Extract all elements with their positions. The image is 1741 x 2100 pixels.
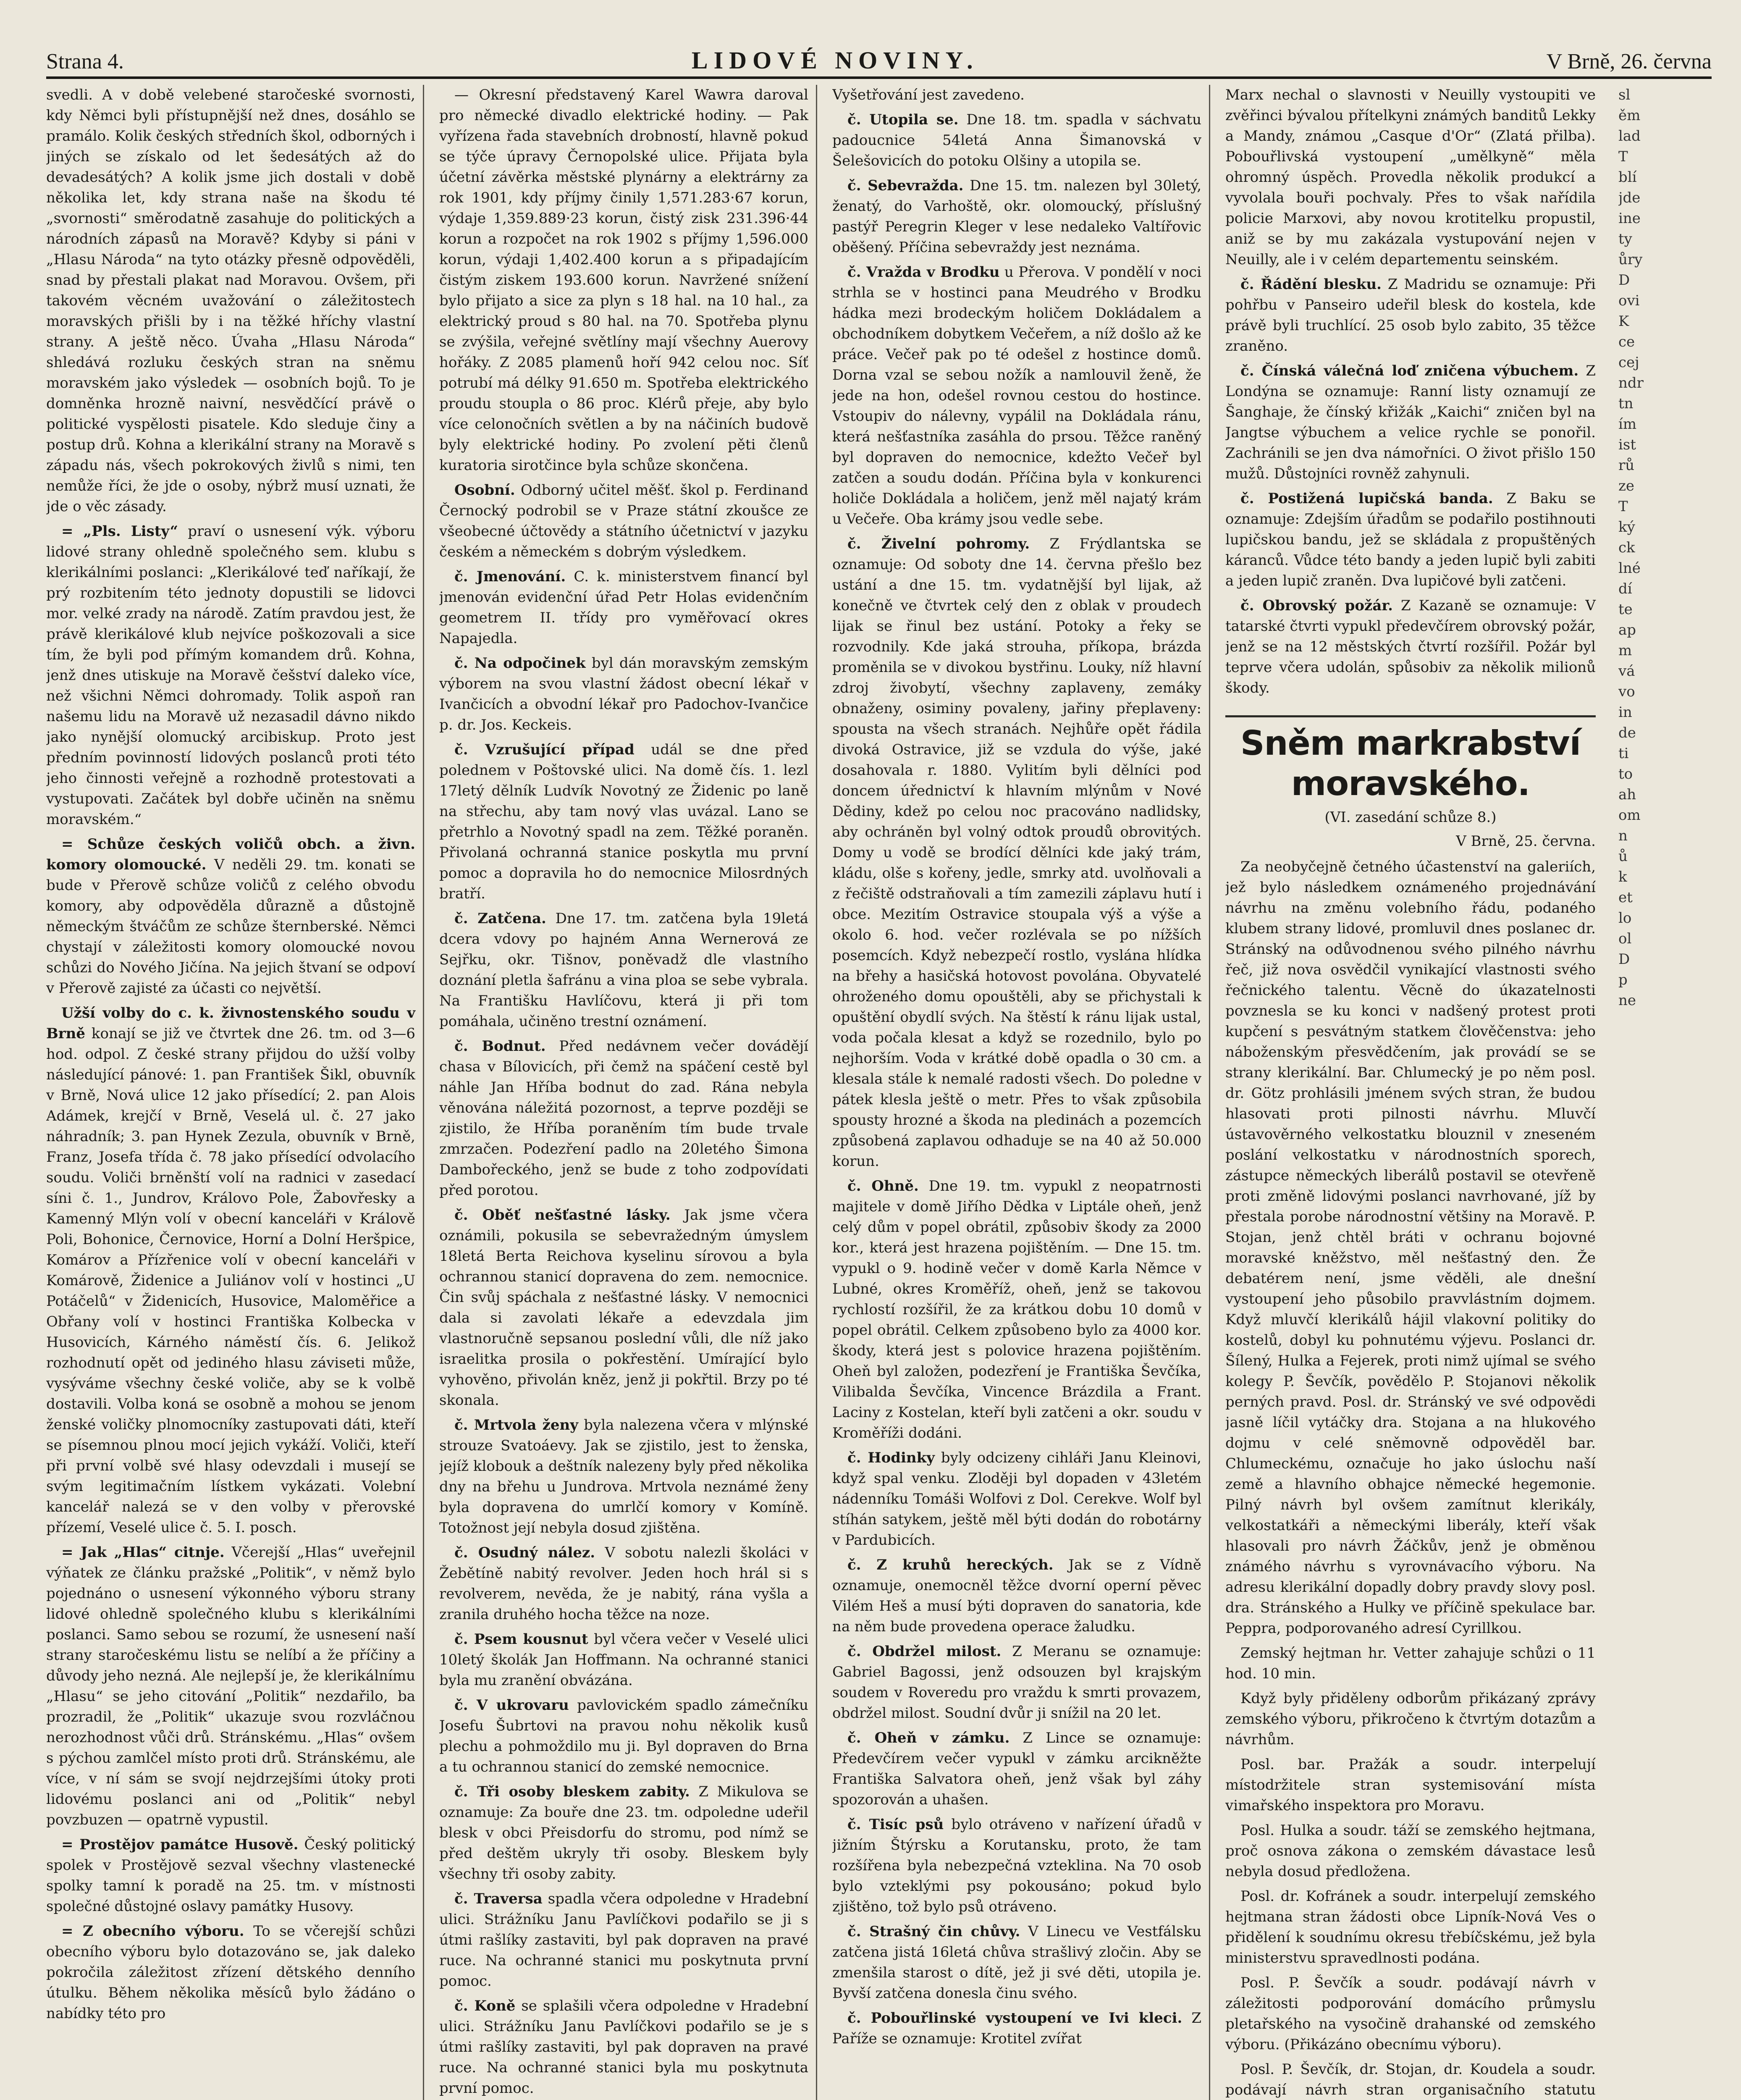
- article-paragraph: Jak se z Vídně oznamuje, onemocněl těžce dvorní operní pěvec Vilém Heš a musí býti dopraven do sanatoria, kde na něm bude provedena operace žaludku.: [832, 1557, 1201, 1635]
- edge-fragment: to: [1618, 766, 1633, 782]
- article-paragraph: Posl. bar. Pražák a soudr. interpelují místodržitele stran systemisování místa vimařského inspektora pro Moravu.: [1225, 1756, 1596, 1814]
- article-heading: Užší volby do c. k. živnostenského soudu v Brně: [46, 1005, 415, 1042]
- article-heading: = Schůze českých voličů obch. a živn. komory olomoucké.: [46, 836, 415, 873]
- edge-fragment: lné: [1618, 560, 1641, 577]
- edge-fragment: tn: [1618, 395, 1633, 412]
- article-paragraph: Posl. P. Ševčík, dr. Stojan, dr. Koudela a soudr. podávají návrh stran organisačního statutu: [1225, 2061, 1596, 2098]
- article-heading: č. Obrovský požár.: [1240, 597, 1393, 614]
- article-heading: č. Řádění blesku.: [1240, 276, 1382, 293]
- article-heading: č. Na odpočinek: [454, 655, 586, 672]
- edge-fragment: T: [1618, 148, 1628, 165]
- edge-fragment: et: [1618, 889, 1633, 906]
- article-paragraph: Za neobyčejně četného účastenství na galeriích, jež bylo následkem oznámeného projednávání návrhu na změnu volebního řádu, podaného klubem strany lidové, promluvil dnes poslanec dr. Stránský na odůvodnenou svého pilného návrhu řeč, již nova osvědčil vynikající vlastnosti svého řečnického talentu. Věcně do úkazatelnosti povznesla se ku konci v nadšený protest proti kupčení s pesvátným statkem člověčenstva: jeho náboženským přesvědčením, jak provádí se se strany klerikální. Bar. Chlumecký je po něm posl. dr. Götz prohlásili jménem svých stran, že budou hlasovati proti pilnosti návrhu. Mluvčí ústavověrného velkostatku blouznil v zneseném poslání velkostatku v národnostních sporech, zástupce německých liberálů postavil se otevřeně proti změně lidovými poslanci navrhované, jíž by přestala porobe národnostní většiny na Moravě. P. Stojan, jenž chtěl bráti v ochranu bojovné moravské kněžstvo, měl nešťastný den. Že debatérem není, jsme věděli, ale dnešní vystoupení jeho působilo pravvlástním dojmem. Když mluvčí klerikálů hájil vlakovní politiky do kostelů, dobyl ku pohnutému výjevu. Poslanci dr. Šílený, Hulka a Fejerek, proti nimž ujímal se svého kolegy P. Ševčík, povědělo P. Stojanovi několik perných pravd. Posl. dr. Stránský ve své odpovědi jasně líčil vytáčky dra. Stojana a na hlukového dojmu v celé sněmovně odpověděl bar. Chlumeckému, označuje ho jako úslochu naší země a hlavního obhajce německé hegemonie. Pilný návrh byl ovšem zamítnut klerikály, velkostatkáři a německými liberály, kteří však hlasovali pro návrh Žáčkův, jenž je obměnou známého návrhu s vyrovnávacího výboru. Na adresu klerikální dopadly dobry pravdy slovy posl. dra. Stránského a Hulky ve příčině spekulace bar. Peppra, podporovaného adresí Cyrillkou.: [1225, 858, 1596, 1637]
- edge-fragment: ěm: [1618, 107, 1641, 124]
- article-paragraph: Zemský hejtman hr. Vetter zahajuje schůzi o 11 hod. 10 min.: [1225, 1645, 1596, 1682]
- article-paragraph: bylo otráveno v nařízení úřadů v jižním Štýrsku a Korutansku, proto, že tam rozšířena byla nebezpečná vzteklina. Na 70 osob bylo vzteklými psy pokousáno; pokud bylo zjištěno, tož bylo psů otráveno.: [832, 1816, 1202, 1915]
- article-paragraph: C. k. ministerstvem financí byl jmenován evidenční úřad Petr Holas evidenčním geometrem II. třídy pro vyměřovací okres Napajedla.: [439, 568, 808, 647]
- edge-fragment: ze: [1618, 478, 1635, 494]
- article-paragraph: svedli. A v době velebené staročeské svornosti, kdy Němci byli přístupnější než dnes, dosáhlo se pramálo. Kolik českých středních škol, odborných i jiných se získalo od let šedesátých až do devadesátých? A kolik jsme jich dostali v době několika let, kdy strana naše na škodu té „svornosti“ směrodatně zasahuje do politických a národních zápasů na Moravě? Kdyby si páni v „Hlasu Národa“ na tyto otázky přesně odpověděli, snad by přestali plakat nad Moravou. Ovšem, při takovém věcném uvažování o záležitostech moravských přišli by i na těžké hříchy vlastní strany. A ještě něco. Úvaha „Hlasu Národa“ shledává rozluku českých stran na sněmu moravském jako výsledek — osobních bojů. To je domněnka hrozně naivní, nesvědčící právě o politické vyspělosti pisatele. Kdo sleduje činy a postup drů. Kohna a klerikální strany na Moravě s západu nás, všech pokrokových živlů s nimi, ten nemůže říci, že jde o osoby, nýbrž musí uznati, že jde o věc zásady.: [46, 87, 415, 515]
- article-paragraph: Vyšetřování jest zavedeno.: [832, 87, 1025, 103]
- newspaper-title: LIDOVÉ NOVINY.: [691, 47, 979, 74]
- article-paragraph: V Linecu ve Vestfálsku zatčena jistá 16letá chůva strašlivý zločin. Aby se zmenšila starost o dítě, jež ji své děti, utopila je. Byvší zatčena donesla činu svého.: [832, 1923, 1202, 2002]
- article-paragraph: — Okresní představený Karel Wawra daroval pro německé divadlo elektrické hodiny. — Pak vyřízena řada stavebních drobností, hlavně pokud se týče úpravy Černopolské ulice. Přijata byla účetní závěrka městské plynárny a elektrárny za rok 1901, kdy příjmy činily 1,571.283·67 korun, výdaje 1,359.889·23 korun, čistý zisk 231.396·44 korun a rozpočet na rok 1902 s příjmy 1,596.000 korun, výdaji 1,402.400 korun a s připadajícím čistým ziskem 193.600 korun. Navržené snížení bylo přijato a sice za plyn s 18 hal. na 10 hal., za elektrický proud s 80 hal. na 70. Spotřeba plynu se zvýšila, veřejné světlíny mají všechny Auerovy hořáky. Z 2085 plamenů hoří 942 celou noc. Síť potrubí má délky 91.650 m. Spotřeba elektrického proudu stoupla o 86 proc. Klérů přeje, aby bylo více celonočních světlen a by na náčiních budově byly elektrické hodiny. Po zvolení pěti členů kuratoria sirotčince byla schůze skončena.: [439, 87, 808, 474]
- article-columns: [46, 85, 1712, 2100]
- article-heading: č. Utopila se.: [847, 111, 959, 128]
- edge-fragment: D: [1618, 951, 1630, 968]
- article-paragraph: konají se již ve čtvrtek dne 26. tm. od 3—6 hod. odpol. Z české strany přijdou do užší volby následující pánové: 1. pan František Šikl, obuvník v Brně, Nová ulice 12 jako přísedící; 2. pan Alois Adámek, krejčí v Brně, Veselá ul. č. 27 jako náhradník; 3. pan Hynek Zezula, obuvník v Brně, Franz, Josefa třída č. 78 jako přísedící odvolacího soudu. Voliči brněnští volí na radnici v zasedací síni č. 1., Jundrov, Královo Pole, Žabovřesky a Kamenný Mlýn volí v obecní kanceláři v Králově Poli, Bohonice, Černovice, Horní a Dolní Heršpice, Komárov a Přízřenice volí v obecní kanceláři v Komárově, Židenice a Juliánov volí v hostinci „U Potáčelů“ v Židenicích, Husovice, Maloměřice a Obřany volí v hostinci Františka Kolbecka v Husovicích, Kárného náměstí čís. 6. Jelikož rozhodnutí opět od jediného hlasu záviseti může, vysýváme všechny české voliče, aby se k volbě dostavili. Volba koná se osobně a mohou se jenom ženské voličky plnomocníky zastupovati dáti, kteří se písemnou plnou mocí jejich vykáží. Voliči, kteří při první volbě své hlasy odevzdali i musejí se svým legitimačním lístkem vykázati. Volební kancelář nalezá se v den volby v přerovské přízemí, Veselé ulice č. 5. I. posch.: [46, 1025, 415, 1536]
- article-heading: č. Obdržel milost.: [847, 1643, 1002, 1660]
- edge-fragment: n: [1618, 827, 1628, 844]
- article-heading: č. Postižená lupičská banda.: [1240, 490, 1493, 507]
- edge-fragment: p: [1618, 971, 1628, 988]
- article-paragraph: Posl. Hulka a soudr. táží se zemského hejtmana, proč osnova zákona o zemském dávastace lesů nebyla dosud předložena.: [1225, 1822, 1596, 1880]
- edge-fragment: in: [1618, 704, 1632, 721]
- article-paragraph: u Přerova. V pondělí v noci strhla se v hostinci pana Meudrého v Brodku hádka mezi brodeckým holičem Dokládalem a obchodníkem dobytkem Večeřem, a níž došlo až ke práce. Večeř pak po té odešel z hostince domů. Dorna vzal se sebou nožík a namlouvil ženě, že jede na hon, odešel rovnou cestou do hostince. Vstoupiv do nálevny, vypálil na Dokládala ránu, která nešťastníka zasáhla do prsou. Těžce raněný byl dopraven do nemocnice, kdežto Večeř byl zatčen a soudu dodán. Příčina byla v konkurenci holiče Dokládala a holičem, jenž měl najatý krám u Večeře. Oba krámy jsou vedle sebe.: [832, 264, 1201, 528]
- edge-fragment: rů: [1618, 457, 1635, 474]
- article-heading: č. Traversa: [454, 1890, 543, 1907]
- article-paragraph: Marx nechal o slavnosti v Neuilly vystoupiti ve zvěřinci bývalou přítelkyni známých banditů Lekky a Mandy, známou „Casque d'Or“ (Zlatá přilba). Pobouřlivská vystoupení „umělkyně“ měla ohromný úspěch. Provedla několik produkcí a vyvolala bouři pochvaly. Přes to však nařídila policie Marxovi, aby novou krotitelku propustil, aniž se by mu zakázala vystupování nejen v Neuilly, ale i v celém departementu seinském.: [1225, 87, 1596, 268]
- edge-fragment: vo: [1618, 683, 1635, 700]
- edge-fragment: m: [1618, 642, 1632, 659]
- column-3: [832, 85, 1210, 2100]
- article-paragraph: udál se dne před polednem v Poštovské ulici. Na domě čís. 1. lezl 17letý dělník Ludvík Novotný ze Židenic po laně na střechu, aby tam nový vlas uvázal. Lano se přetrhlo a Novotný spadl na zem. Těžké poraněn. Přivolaná ochranná stanice poskytla mu první pomoc a dopravila ho do nemocnice Milosrdných bratří.: [439, 741, 808, 902]
- article-paragraph: Když byly přiděleny odborům přikázaný zprávy zemského výboru, přikročeno k čtvrtým dotazům a návrhům.: [1225, 1690, 1596, 1748]
- edge-fragment: ndr: [1618, 375, 1644, 391]
- edge-fragment: K: [1618, 313, 1629, 330]
- edge-fragment: lad: [1618, 128, 1641, 144]
- article-heading: = „Pls. Listy“: [61, 523, 178, 540]
- edge-fragment: ist: [1618, 436, 1636, 453]
- article-heading: = Prostějov památce Husově.: [61, 1836, 299, 1853]
- article-heading: č. Vražda v Brodku: [847, 264, 1000, 281]
- edge-fragment: de: [1618, 724, 1636, 741]
- article-paragraph: Z Kazaně se oznamuje: V tatarské čtvrti vypukl předevčírem obrovský požár, jenž se na 12 městských čtvrtí rozšířil. Požár byl teprve včera udolán, spůsobiv za několik milionů škody.: [1225, 597, 1596, 696]
- article-heading: č. Hodinky: [847, 1449, 935, 1466]
- article-paragraph: Z Londýna se oznamuje: Ranní listy oznamují ze Šanghaje, že čínský křižák „Kaichi“ zničen byl na Jangtse výbuchem a velice rychle se ponořil. Zachránili se jen dva námořníci. O život přišlo 150 mužů. Důstojníci rovněž zahynuli.: [1225, 362, 1596, 482]
- article-heading: č. Čínská válečná loď zničena výbuchem.: [1240, 362, 1579, 379]
- edge-fragment: om: [1618, 807, 1641, 824]
- article-heading: č. Tři osoby bleskem zabity.: [454, 1783, 690, 1800]
- article-paragraph: Z Lince se oznamuje: Předevčírem večer vypukl v zámku arcikněžte Františka Salvatora oheň, jenž však byl záhy spozorován a uhašen.: [832, 1730, 1202, 1808]
- article-paragraph: byl včera večer v Veselé ulici 10letý školák Jan Hoffmann. Na ochranné stanici byla mu zranění obvázána.: [439, 1631, 808, 1689]
- article-paragraph: byl dán moravským zemským výborem na svou vlastní žádost obecní lékař v Ivančicích a obvodní lékař pro Padochov-Ivančice p. dr. Jos. Keckeis.: [439, 655, 808, 733]
- article-heading: č. Jmenování.: [454, 568, 566, 585]
- article-paragraph: byla nalezena včera v mlýnské strouze Svatoáevy. Jak se zjistilo, jest to ženska, jejíž klobouk a deštník nalezeny byly před několika dny na břehu u Jundrova. Mrtvola neznámé ženy byla dopravena do umrlčí komory v Komíně. Totožnost její nebyla dosud zjištěna.: [439, 1417, 809, 1536]
- article-paragraph: Z Baku se oznamuje: Zdejším úřadům se podařilo postihnouti lupičskou bandu, jež se skládala z propuštěných káranců. Vůdce této bandy a jeden lupič byli zabiti a jeden lupič zraněn. Dva lupičové byli zatčeni.: [1225, 490, 1596, 589]
- article-heading: = Jak „Hlas“ citnje.: [61, 1544, 225, 1561]
- edge-fragment: cej: [1618, 354, 1639, 371]
- edge-fragment: D: [1618, 272, 1630, 289]
- article-paragraph: Posl. P. Ševčík a soudr. podávají návrh v záležitosti podporování domácího průmyslu pletařského na vysočině drahanské od zemského výboru. (Přikázáno obecnímu výboru).: [1225, 1974, 1596, 2053]
- article-paragraph: Odborný učitel měšť. škol p. Ferdinand Černocký podrobil se v Praze státní zkoušce ze všeobecné účtovědy a státního účetnictví v jazyku českém a německém s dobrým výsledkem.: [439, 482, 809, 560]
- article-paragraph: Dne 17. tm. zatčena byla 19letá dcera vdovy po hajném Anna Wernerová ze Sejřku, okr. Tišnov, poněvadž dle vlastního doznání pletla šafránu a vina ploa se sebe vybrala. Na Františku Havlíčovu, která ji při tom pomáhala, učiněno trestní oznámení.: [439, 910, 809, 1030]
- article-heading: = Z obecního výboru.: [61, 1923, 244, 1940]
- article-paragraph: praví o usnesení výk. výboru lidové strany ohledně společného sem. klubu s klerikálními poslanci: „Klerikálové teď naříkají, že prý rozbitením této jednoty dopustili se lidovci mor. velké zrady na národě. Zatím pravdou jest, že právě klerikálové klub nejvíce poškozovali a sice tím, že byli pod přímým komandem drů. Kohna, jenž dnes utiskuje na Moravě češství daleko více, než všichni Němci dohromady. Tolik aspoň ran našemu lidu na Moravě už nezasadil dávno nikdo jako nynější olomucký arcibiskup. Proto jest předním povinností lidových poslanců proti této jeho činnosti veřejně a rozhodně protestovati a vystupovati. Začátek byl dobře učiněn na sněmu moravském.“: [46, 523, 416, 828]
- article-paragraph: Z Madridu se oznamuje: Při pohřbu v Panseiro udeřil blesk do kostela, kde právě byli truchlící. 25 osob bylo zabito, 35 těžce zraněno.: [1225, 276, 1596, 354]
- article-paragraph: Dne 19. tm. vypukl z neopatrnosti majitele v domě Jiřího Dědka v Liptále oheň, jenž celý dům v popel obrátil, způsobiv škody za 2000 kor., která jest hrazena pojištěním. — Dne 15. tm. vypukl o 9. hodině večer v domě Karla Němce v Lubné, okres Kroměříž, oheň, jenž se takovou rychlostí rozšířil, že za krátkou dobu 10 domů v popel obrátil. Celkem způsobeno bylo za 4000 kor. škody, která jest s polovice hrazena pojištěním. Oheň byl založen, podezření je Františka Ševčíka, Vilibalda Ševčíka, Vincence Brázdila a Frant. Laciny z Kostelan, kteří byli zatčeni a okr. soudu v Kroměříži dodáni.: [832, 1178, 1201, 1441]
- column-4: [1225, 85, 1603, 2100]
- masthead: [46, 46, 1712, 79]
- edge-fragment: dí: [1618, 580, 1632, 597]
- section-date: V Brně, 25. června.: [1456, 833, 1596, 850]
- edge-fragment: ne: [1618, 992, 1636, 1009]
- article-heading: č. Sebevražda.: [847, 177, 964, 194]
- article-paragraph: Dne 15. tm. nalezen byl 30letý, ženatý, do Varhoště, okr. olomoucký, příslušný pastýř Peregrin Kleger v lese nedaleko Valtířovic oběšený. Příčina sebevraždy jest neznáma.: [832, 177, 1202, 256]
- article-paragraph: pavlovickém spadlo zámečníku Josefu Šubrtovi na pravou nohu několik kusů plechu a pohmoždilo mu ji. Byl dopraven do Brna a tu ochrannou stanicí do zemské nemocnice.: [439, 1697, 808, 1775]
- article-paragraph: se splašili včera odpoledne v Hradební ulici. Strážníku Janu Pavlíčkovi podařilo se je s útmi rašlíky zastaviti, byl pak dopraven na pravé ruce. Na ochranné stanici byla mu poskytnuta první pomoc.: [439, 1998, 808, 2097]
- article-paragraph: Český politický spolek v Prostějově sezval všechny vlastenecké spolky tamní k poradě na 25. tm. v místnosti společné důstojné oslavy památky Husovy.: [46, 1836, 416, 1915]
- article-heading: č. Zatčena.: [454, 910, 546, 927]
- article-heading: č. Mrtvola ženy: [454, 1417, 579, 1433]
- article-heading: č. Koně: [454, 1998, 516, 2014]
- article-heading: č. Osudný nález.: [454, 1544, 595, 1561]
- column-1: [46, 85, 424, 2100]
- article-heading: č. Ohně.: [847, 1178, 919, 1194]
- edge-fragment: ck: [1618, 539, 1635, 556]
- edge-fragment: k: [1618, 869, 1627, 885]
- article-paragraph: Z Paříže se oznamuje: Krotitel zvířat: [832, 2010, 1201, 2047]
- article-paragraph: Dne 18. tm. spadla v sáchvatu padoucnice 54letá Anna Šimanovská v Šelešovicích do potoku Olšiny a utopila se.: [832, 111, 1201, 169]
- article-heading: č. Oheň v zámku.: [847, 1730, 1010, 1746]
- article-heading: č. Pobouřlinské vystoupení ve Ivi kleci.: [847, 2010, 1183, 2026]
- edge-fragment: ti: [1618, 745, 1629, 762]
- article-paragraph: Z Frýdlantska se oznamuje: Od soboty dne 14. června přešlo bez ustání a dne 15. tm. vydatnější byl lijak, až konečně ve čtvrtek celý den z oblak v proudech lijak se řinul bez ustání. Potoky a řeky se rozvodnily. Kde jaká strouha, příkopa, brázda proměnila se v divokou bystřinu. Louky, níž hlavní zdroj živobytí, všechny zaplaveny, zemáky obnaženy, osiminy povaleny, jařiny přeplaveny: spousta na všech stranách. Nejhůře opět řádila divoká Ostravice, již se vzdula do výše, jaké dosahovala r. 1880. Vylitím byli dělníci pod doncem úřednictví k hlavním mlýnům v Nové Dědiny, kdež po celou noc pracováno nadlidsky, aby ochráněn byl volný odtok proudů obrovitých. Domy u vodě se brodící dělníci kde jaký trám, kládu, olše s kořeny, jedle, smrky atd. uvolňovali a z řečiště odstraňovali a tím zamezili záplavu hutí i obce. Mezitím Ostravice stoupala výš a výše a okolo 6. hod. večer rozlévala se po nížších posemcích. Když nebezpečí rostlo, vyslána hlídka na břehy a hasičská hotovost povolána. Obyvatelé ohroženého domu opouštěli, aby se přichystali k opuštění obydlí svých. Na štěstí k ránu lijak ustal, voda počala klesat a když se rozednilo, bylo po nejhorším. Voda v krátké době opadla o 30 cm. a klesala stále k nemalé radosti všech. Do poledne v pátek klesla ještě o metr. Přes to však způsobila spousty hrozné a škoda na pledinách a pozemcích způsobená zaplavou odhaduje se na 40 až 50.000 korun.: [832, 536, 1201, 1170]
- column-2: [439, 85, 817, 2100]
- article-paragraph: byly odcizeny cihláři Janu Kleinovi, když spal venku. Zloději byl dopaden v 43letém nádenníku Tomáši Wolfovi z Dol. Cerekve. Wolf byl stíhán satykem, ještě měl býti dodán do robotárny v Pardubicích.: [832, 1449, 1201, 1549]
- article-paragraph: Před nedávnem večer dovádějí chasa v Bílovicích, při čemž na spáčení cestě byl náhle Jan Hříba bodnut do zad. Rána nebyla věnována náležitá pozornost, a teprve později se zjistilo, že Hříba poraněním tím bude trvale zmrzačen. Podezření padlo na 20letého Šimona Dambořeckého, jenž se bude z toho zodpovídati před porotou.: [439, 1038, 808, 1199]
- edge-fragment: ty: [1618, 231, 1632, 247]
- edge-fragment: sl: [1618, 87, 1631, 103]
- edge-fragment: vá: [1618, 663, 1635, 680]
- article-paragraph: V neděli 29. tm. konati se bude v Přerově schůze voličů z celého obvodu komory, aby odpověděla důrazně a důstojně německým štváčům ze schůze šternberské. Němci chystají v záležitosti komory olomoucké novou schůzi do Nového Jičína. Na jejich štvaní se odpoví v Přerově zajisté za účasti co největší.: [46, 856, 415, 997]
- article-paragraph: V sobotu nalezli školáci v Žebětíně nabitý revolver. Jeden hoch hrál si s revolverem, nevěda, že je nabitý, rána vyšla a zranila druhého hocha těžce na noze.: [439, 1544, 808, 1623]
- article-paragraph: Včerejší „Hlas“ uveřejnil výňatek ze článku pražské „Politik“, v němž bylo pojednáno o usnesení výkonného výboru strany lidové ohledně společného klubu s klerikálními poslanci. Samo sebou se rozumí, že usnesení naší strany staročeskému listu se nelíbí a že příčiny a důvody jeho nezná. Ale nejlepší je, že klerikálnímu „Hlasu“ se jeho citování „Politik“ nezdařilo, ba prozradil, že „Politik“ ukazuje svou rozvláčnou nerozhodnost vůči drů. Stránskému. „Hlas“ ovšem s pýchou zamlčel místo proti drů. Stránskému, ale více, v ní sám se svojí nejdrzejšími útoky proti lidovému poslanci ani od „Politik“ nebyl povzbuzen — opatrně vypustil.: [46, 1544, 416, 1828]
- article-paragraph: Posl. dr. Kofránek a soudr. interpelují zemského hejtmana stran žádosti obce Lipník-Nová Ves o přidělení k soudnímu okresu třebíčskému, jež byla ministerstvu spravedlnosti podána.: [1225, 1888, 1596, 1966]
- article-paragraph: Jak jsme včera oznámili, pokusila se sebevražedným úmyslem 18letá Berta Reichova kyselinu sírovou a byla ochrannou stanicí dopravena do zem. nemocnice. Čin svůj spáchala z nešťastné lásky. V nemocnici dala si zavolati lékaře a edevzdala jim vlastnoručně sepsanou poslední vůli, dle níž jako israelitka prosila o pokřestění. Umírající bylo vyhověno, přivolán kněz, jenž ji pokřtil. Brzy po té skonala.: [439, 1207, 808, 1409]
- article-heading: Osobní.: [454, 482, 515, 499]
- edge-fragment: ký: [1618, 519, 1635, 536]
- edge-fragment: ine: [1618, 210, 1641, 227]
- page-number: Strana 4.: [46, 50, 124, 74]
- edge-fragment: ce: [1618, 333, 1635, 350]
- article-paragraph: spadla včera odpoledne v Hradební ulici. Strážníku Janu Pavlíčkovi podařilo se ji s útmi rašlíky zastaviti, byl pak dopraven na pravé ruce. Na ochranné stanici mu poskytnuta první pomoc.: [439, 1890, 809, 1990]
- article-heading: č. Vzrušující případ: [454, 741, 635, 758]
- section-title: Sněm markrabství moravského.: [1225, 715, 1596, 804]
- edge-fragment: ůry: [1618, 251, 1643, 268]
- article-paragraph: Z Mikulova se oznamuje: Za bouře dne 23. tm. odpoledne udeřil blesk v obci Přeisdorfu do stromu, pod nímž se před deštěm ukryly tři osoby. Bleskem byly všechny tři osoby zabity.: [439, 1783, 809, 1882]
- cropped-edge-column: [1618, 85, 1677, 2100]
- edge-fragment: lo: [1618, 910, 1632, 927]
- edge-fragment: blí: [1618, 169, 1637, 186]
- place-date: V Brně, 26. června: [1546, 50, 1712, 74]
- section-subtitle: (VI. zasedání schůze 8.): [1324, 809, 1497, 826]
- article-heading: č. Tisíc psů: [847, 1816, 944, 1833]
- article-paragraph: Z Meranu se oznamuje: Gabriel Bagossi, jenž odsouzen byl krajským soudem v Roveredu pro vraždu k smrti provazem, obdržel milost. Soudní dvůr ji snížil na 20 let.: [832, 1643, 1201, 1722]
- edge-fragment: ol: [1618, 930, 1632, 947]
- article-heading: č. Strašný čin chůvy.: [847, 1923, 1020, 1940]
- edge-fragment: ap: [1618, 622, 1636, 638]
- article-heading: č. Živelní pohromy.: [847, 536, 1030, 552]
- edge-fragment: jde: [1618, 189, 1641, 206]
- article-heading: č. Z kruhů hereckých.: [847, 1557, 1054, 1573]
- edge-fragment: ů: [1618, 848, 1628, 865]
- article-heading: č. Bodnut.: [454, 1038, 546, 1055]
- article-paragraph: To se včerejší schůzi obecního výboru bylo dotazováno se, jak daleko pokročila záležitost zřízení dětského denního útulku. Během několika měsíců bylo žádáno o nabídky této pro: [46, 1923, 415, 2022]
- article-heading: č. Psem kousnut: [454, 1631, 588, 1648]
- edge-fragment: ah: [1618, 786, 1636, 803]
- article-heading: č. V ukrovaru: [454, 1697, 569, 1714]
- article-heading: č. Oběť nešťastné lásky.: [454, 1207, 671, 1223]
- edge-fragment: T: [1618, 498, 1628, 515]
- edge-fragment: te: [1618, 601, 1633, 618]
- edge-fragment: ovi: [1618, 292, 1640, 309]
- edge-fragment: ím: [1618, 416, 1637, 433]
